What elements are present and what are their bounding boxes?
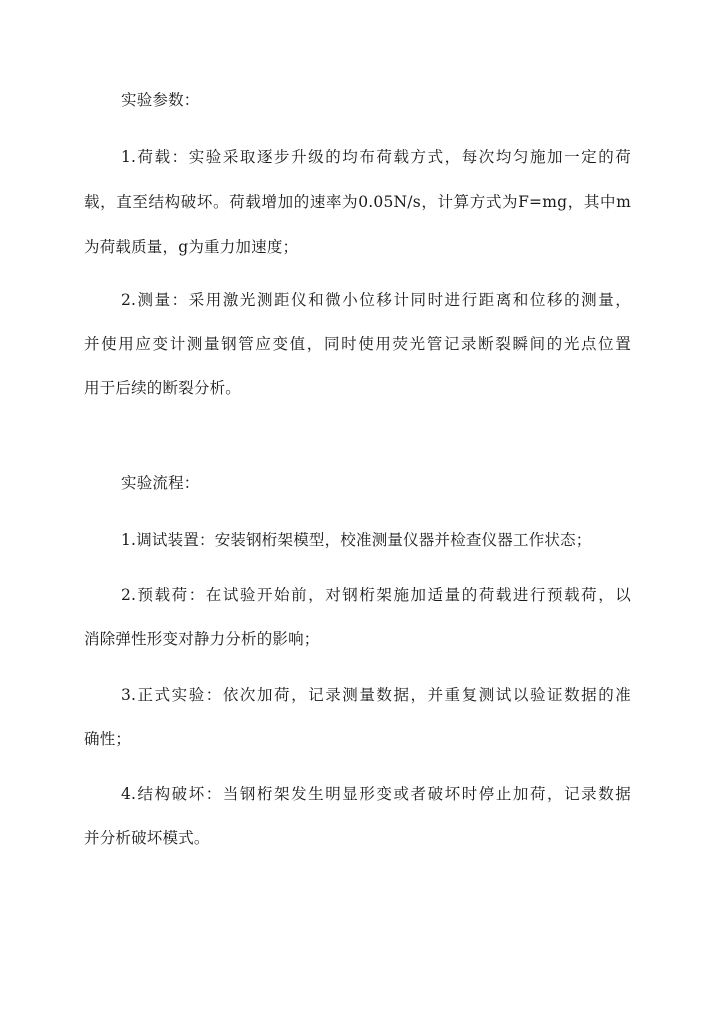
paragraph-load-line-1: 1.荷载：实验采取逐步升级的均布荷载方式，每次均匀施加一定的荷 <box>121 148 631 166</box>
paragraph-load-line-2: 载，直至结构破坏。荷载增加的速率为0.05N/s，计算方式为F=mg，其中m <box>84 193 631 211</box>
paragraph-step-4-line-2: 并分析破坏模式。 <box>84 829 210 847</box>
paragraph-step-2-line-1: 2.预载荷：在试验开始前，对钢桁架施加适量的荷载进行预载荷，以 <box>121 586 631 604</box>
section-heading-process: 实验流程： <box>121 474 200 492</box>
paragraph-load-line-3: 为荷载质量，g为重力加速度； <box>84 238 299 256</box>
paragraph-step-4-line-1: 4.结构破坏：当钢桁架发生明显形变或者破坏时停止加荷，记录数据 <box>121 785 631 803</box>
paragraph-step-3-line-2: 确性； <box>84 730 132 748</box>
paragraph-step-3-line-1: 3.正式实验：依次加荷，记录测量数据，并重复测试以验证数据的准 <box>121 686 631 704</box>
paragraph-measure-line-1: 2.测量：采用激光测距仪和微小位移计同时进行距离和位移的测量， <box>121 291 631 309</box>
paragraph-step-2-line-2: 消除弹性形变对静力分析的影响； <box>84 630 320 648</box>
section-heading-parameters: 实验参数： <box>121 91 200 109</box>
paragraph-step-1-line-1: 1.调试装置：安装钢桁架模型，校准测量仪器并检查仪器工作状态； <box>121 531 592 549</box>
paragraph-measure-line-3: 用于后续的断裂分析。 <box>84 379 242 397</box>
paragraph-measure-line-2: 并使用应变计测量钢管应变值，同时使用荧光管记录断裂瞬间的光点位置 <box>84 335 631 353</box>
